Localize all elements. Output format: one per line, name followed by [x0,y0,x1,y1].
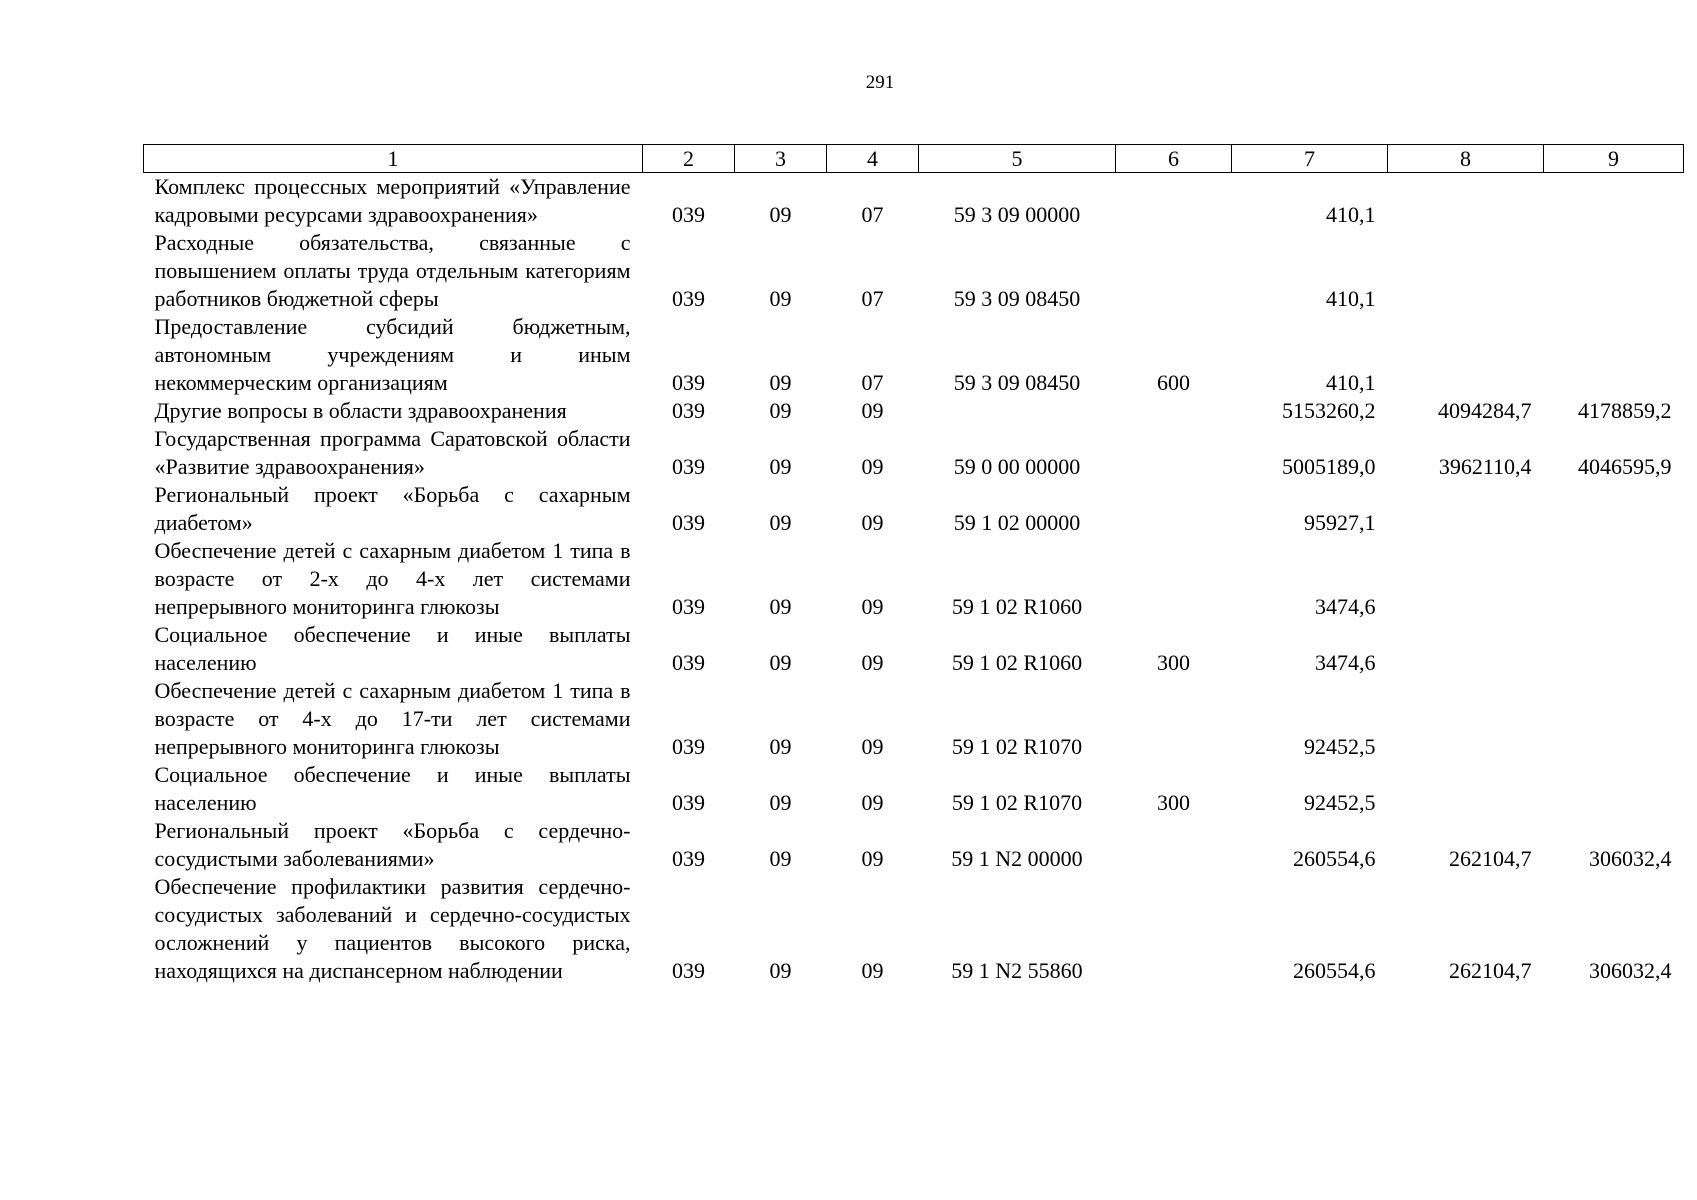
cell-target-article: 59 1 02 R1070 [951,790,1083,815]
table-row [144,761,1684,817]
row-name: Обеспечение детей с сахарным диабетом 1 типа в возрасте от 4-х до 17-ти лет системами непрерывного мониторинга глюкозы [154,678,631,759]
cell-amount-3 [1544,481,1684,537]
table-row [144,229,1684,313]
cell-target-article [919,397,1116,425]
cell-amount-3 [1544,229,1684,313]
cell-expense-type [1116,817,1232,873]
cell-subsection: 09 [861,958,884,983]
cell-target-article: 59 1 02 00000 [953,510,1081,535]
cell-amount-1: 92452,5 [1304,790,1376,815]
cell-amount-2 [1388,313,1544,397]
cell-expense-type: 300 [1157,650,1190,675]
cell-ministry: 039 [672,370,705,395]
table-row [144,173,1684,230]
cell-expense-type [1116,173,1232,230]
cell-target-article: 59 3 09 00000 [953,202,1081,227]
cell-ministry: 039 [672,202,705,227]
cell-amount-1: 95927,1 [1304,510,1376,535]
cell-section: 09 [769,398,792,423]
column-header: 9 [1544,145,1684,173]
row-name: Региональный проект «Борьба с сердечно-сосудистыми заболеваниями» [154,818,631,871]
cell-target-article: 59 1 02 R1060 [951,594,1083,619]
cell-expense-type: 300 [1157,790,1190,815]
cell-target-article: 59 3 09 08450 [953,286,1081,311]
row-name: Комплекс процессных мероприятий «Управление кадровыми ресурсами здравоохранения» [154,174,631,227]
cell-section: 09 [769,202,792,227]
cell-target-article: 59 1 02 R1060 [951,650,1083,675]
cell-amount-2: 262104,7 [1449,846,1532,871]
cell-section: 09 [769,286,792,311]
cell-amount-2: 3962110,4 [1438,454,1532,479]
cell-target-article: 59 1 02 R1070 [951,734,1083,759]
row-name: Расходные обязательства, связанные с повышением оплаты труда отдельным категориям работников бюджетной сферы [154,230,631,311]
cell-amount-1: 5005189,0 [1282,454,1376,479]
column-header: 2 [643,145,735,173]
cell-expense-type [1116,425,1232,481]
cell-subsection: 09 [861,790,884,815]
table-row [144,621,1684,677]
cell-section: 09 [769,958,792,983]
table-row [144,817,1684,873]
cell-amount-2 [1388,677,1544,761]
table-row [144,481,1684,537]
table-row [144,397,1684,425]
cell-ministry: 039 [672,650,705,675]
cell-subsection: 09 [861,650,884,675]
page-number: 291 [865,72,895,93]
table-row [144,313,1684,397]
cell-target-article: 59 3 09 08450 [953,370,1081,395]
cell-amount-1: 260554,6 [1293,958,1376,983]
cell-amount-1: 3474,6 [1315,650,1376,675]
row-name: Социальное обеспечение и иные выплаты населению [154,622,631,675]
cell-section: 09 [769,370,792,395]
cell-section: 09 [769,734,792,759]
cell-subsection: 09 [861,454,884,479]
cell-ministry: 039 [672,846,705,871]
cell-amount-1: 5153260,2 [1282,398,1376,423]
cell-section: 09 [769,846,792,871]
cell-amount-1: 3474,6 [1315,594,1376,619]
cell-amount-3: 4046595,9 [1578,454,1672,479]
header-row [144,145,1684,173]
row-name: Другие вопросы в области здравоохранения [154,398,567,423]
cell-amount-3 [1544,761,1684,817]
cell-ministry: 039 [672,594,705,619]
cell-amount-1: 410,1 [1326,202,1376,227]
cell-amount-2: 4094284,7 [1438,398,1532,423]
column-header: 8 [1388,145,1544,173]
column-header: 4 [827,145,919,173]
cell-amount-3: 306032,4 [1589,958,1672,983]
row-name: Государственная программа Саратовской области «Развитие здравоохранения» [154,426,631,479]
cell-ministry: 039 [672,734,705,759]
column-header: 6 [1116,145,1232,173]
cell-amount-3 [1544,677,1684,761]
cell-expense-type [1116,873,1232,985]
cell-ministry: 039 [672,286,705,311]
cell-expense-type [1116,397,1232,425]
row-name: Региональный проект «Борьба с сахарным диабетом» [154,482,631,535]
cell-section: 09 [769,650,792,675]
cell-amount-1: 260554,6 [1293,846,1376,871]
budget-table [143,144,1684,985]
row-name: Социальное обеспечение и иные выплаты населению [154,762,631,815]
cell-ministry: 039 [672,790,705,815]
cell-ministry: 039 [672,958,705,983]
cell-amount-3: 4178859,2 [1578,398,1672,423]
column-header: 7 [1232,145,1388,173]
cell-ministry: 039 [672,398,705,423]
cell-amount-3 [1544,313,1684,397]
cell-expense-type [1116,481,1232,537]
cell-ministry: 039 [672,510,705,535]
row-name: Обеспечение детей с сахарным диабетом 1 типа в возрасте от 2-х до 4-х лет системами непрерывного мониторинга глюкозы [154,538,631,619]
cell-section: 09 [769,454,792,479]
cell-section: 09 [769,510,792,535]
table-row [144,537,1684,621]
cell-subsection: 09 [861,846,884,871]
cell-subsection: 09 [861,734,884,759]
cell-amount-2 [1388,761,1544,817]
cell-amount-2 [1388,173,1544,230]
table-row [144,873,1684,985]
cell-ministry: 039 [672,454,705,479]
row-name: Предоставление субсидий бюджетным, автономным учреждениям и иным некоммерческим организациям [154,314,631,395]
cell-amount-3 [1544,173,1684,230]
column-header: 3 [735,145,827,173]
cell-amount-3: 306032,4 [1589,846,1672,871]
cell-target-article: 59 0 00 00000 [953,454,1081,479]
cell-amount-1: 410,1 [1326,370,1376,395]
cell-amount-1: 92452,5 [1304,734,1376,759]
table-row [144,425,1684,481]
cell-amount-2 [1388,621,1544,677]
cell-target-article: 59 1 N2 00000 [951,846,1083,871]
cell-amount-3 [1544,621,1684,677]
cell-amount-2 [1388,229,1544,313]
cell-subsection: 09 [861,510,884,535]
cell-expense-type [1116,229,1232,313]
cell-target-article: 59 1 N2 55860 [951,958,1083,983]
cell-expense-type: 600 [1157,370,1190,395]
cell-subsection: 09 [861,398,884,423]
cell-section: 09 [769,594,792,619]
cell-expense-type [1116,537,1232,621]
cell-subsection: 09 [861,594,884,619]
cell-subsection: 07 [861,370,884,395]
cell-expense-type [1116,677,1232,761]
cell-amount-1: 410,1 [1326,286,1376,311]
cell-subsection: 07 [861,286,884,311]
cell-amount-2 [1388,481,1544,537]
column-header: 1 [144,145,643,173]
table-row [144,677,1684,761]
cell-amount-2: 262104,7 [1449,958,1532,983]
row-name: Обеспечение профилактики развития сердечно-сосудистых заболеваний и сердечно-сосудистых осложнений у пациентов высокого риска, находящихся на диспансерном наблюдении [154,874,631,983]
cell-amount-3 [1544,537,1684,621]
cell-section: 09 [769,790,792,815]
cell-subsection: 07 [861,202,884,227]
cell-amount-2 [1388,537,1544,621]
column-header: 5 [919,145,1116,173]
